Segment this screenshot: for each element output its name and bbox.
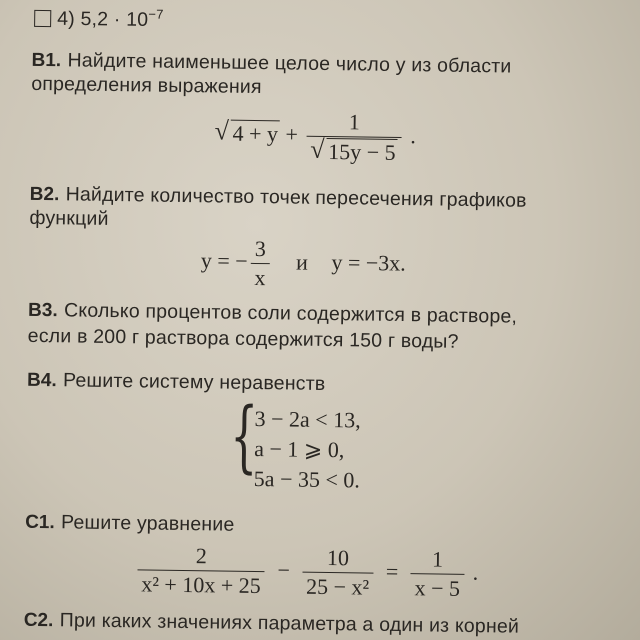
task-c1-equation: $\frac{2}{\text{x² + 10x + 25}}$ − $\frac{10}{\text{25 − x²}}$ = $\frac{1}{x - 5}$ .	[134, 542, 478, 602]
radical-sign-icon: √	[214, 116, 230, 146]
task-b2-functions: y = − $\frac{3}{x}$ и y = −3x.	[200, 235, 406, 291]
task-c2-line1	[24, 607, 520, 639]
task-c1-label: C1.	[25, 511, 55, 534]
task-b3-text-1: Сколько процентов соли содержится в растворе,	[63, 299, 518, 328]
task-b2-label: B2.	[29, 183, 60, 206]
task-c2-text-1: При каких значениях параметра a один из корней	[59, 609, 520, 638]
task-b2-text-1: Найдите количество точек пересечения графиков	[65, 183, 527, 212]
inequality-row: 3 − 2a < 13,	[254, 405, 361, 433]
task-b1-label: B1.	[31, 49, 62, 72]
task-b4-line1	[27, 367, 326, 396]
answer-option-4: 4) $5,2 \cdot 10^{-7}$	[34, 5, 164, 32]
fraction: $\frac{1}{x - 5}$	[410, 546, 464, 602]
inequality-row: a − 1 ⩾ 0,	[254, 435, 345, 463]
inequality-row: 5a − 35 < 0.	[253, 465, 361, 493]
sqrt-4-plus-y: √ 4 + y	[214, 119, 280, 147]
task-b1-text-1: Найдите наименьшее целое число y из области	[67, 49, 512, 78]
task-b2-text-2: функций	[29, 206, 109, 230]
task-c1-text-1: Решите уравнение	[60, 511, 235, 536]
task-b1-text-2: определения выражения	[31, 72, 262, 99]
task-b3-label: B3.	[27, 299, 58, 322]
fraction: 1 √ 15y − 5	[306, 109, 402, 166]
task-b4-text-1: Решите систему неравенств	[62, 369, 326, 395]
task-c1-line1	[25, 509, 235, 537]
task-b1-expression: √ 4 + y + 1 √ 15y − 5 .	[214, 109, 417, 165]
fraction: $\frac{10}{\text{25 − x²}}$	[302, 545, 374, 601]
task-b3-line1	[28, 297, 517, 329]
task-b4-label: B4.	[26, 369, 57, 392]
checkbox-icon	[34, 9, 51, 26]
curly-brace-icon: {	[229, 391, 259, 483]
fraction: $\frac{3}{x}$	[250, 236, 270, 291]
inequality-system	[229, 391, 361, 496]
radical-sign-icon: √	[310, 134, 325, 164]
task-c2-label: C2.	[23, 609, 54, 632]
fraction: $\frac{2}{\text{x² + 10x + 25}}$	[137, 542, 265, 599]
task-b3-text-2: если в 200 г раствора содержится 150 г воды?	[27, 324, 459, 353]
sqrt-15y-minus-5: √ 15y − 5	[310, 138, 398, 166]
